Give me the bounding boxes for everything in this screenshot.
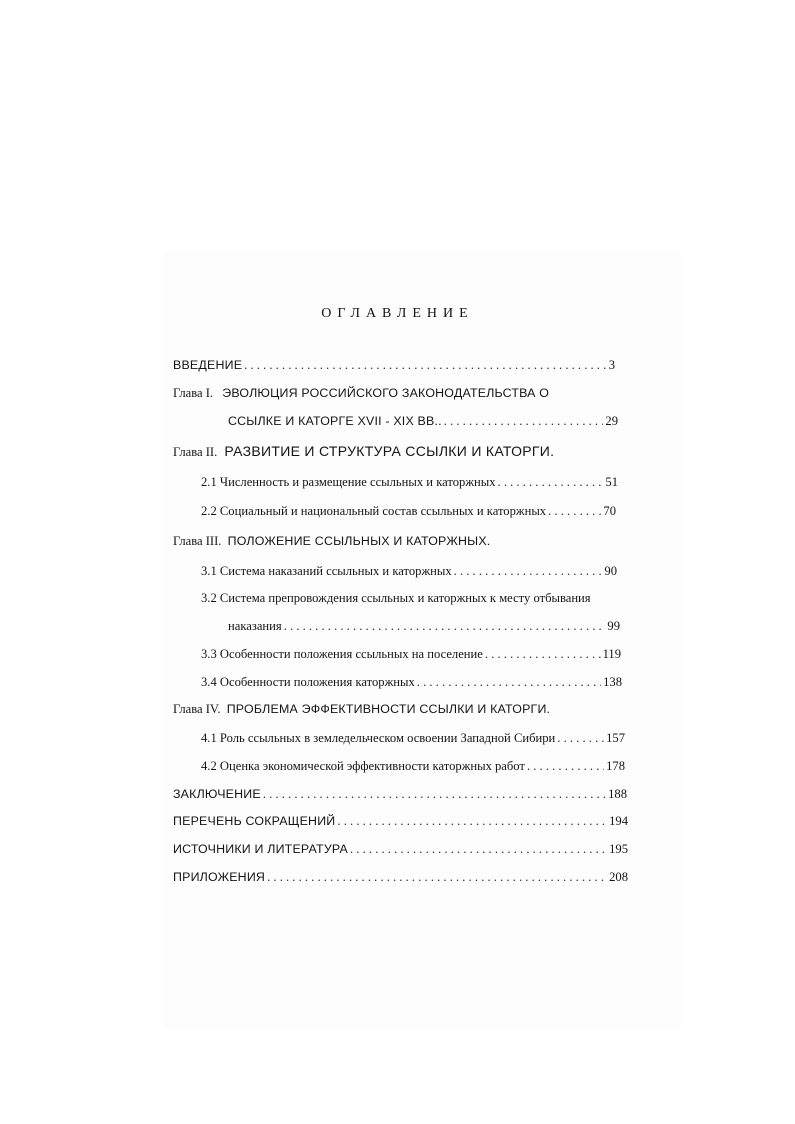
toc-entry-intro[interactable] (173, 356, 615, 374)
toc-entry-label: 3.4 Особенности положения каторжных (201, 675, 415, 689)
chapter-title: ПРОБЛЕМА ЭФФЕКТИВНОСТИ ССЫЛКИ И КАТОРГИ. (226, 702, 551, 716)
leader-dots (485, 645, 601, 663)
toc-entry-4-2[interactable] (201, 757, 625, 775)
toc-entry-page: 3 (608, 358, 615, 372)
leader-dots (417, 673, 601, 691)
toc-entry-label: 2.1 Численность и размещение ссыльных и каторжных (201, 475, 496, 489)
chapter-prefix: Глава II. (173, 445, 218, 459)
chapter-title-cont: ССЫЛКЕ И КАТОРГЕ XVII - XIX ВВ.. (228, 414, 442, 428)
chapter-title: ЭВОЛЮЦИЯ РОССИЙСКОГО ЗАКОНОДАТЕЛЬСТВА О (222, 386, 550, 400)
leader-dots (284, 617, 606, 635)
toc-entry-page: 195 (609, 842, 628, 856)
chapter-prefix: Глава IV. (173, 702, 221, 716)
toc-entry-page: 188 (608, 787, 627, 801)
toc-entry-page: 51 (605, 475, 618, 489)
toc-entry-page: 90 (604, 564, 617, 578)
chapter-title: РАЗВИТИЕ И СТРУКТУРА ССЫЛКИ И КАТОРГИ. (224, 443, 555, 459)
toc-entry-3-2[interactable] (201, 589, 591, 607)
leader-dots (263, 785, 606, 803)
toc-entry-label: 3.2 Система препровождения ссыльных и каторжных к месту отбывания (201, 591, 591, 605)
toc-entry-3-2-cont[interactable] (228, 617, 620, 635)
toc-entry-2-2[interactable] (201, 502, 616, 520)
toc-entry-sources[interactable] (173, 840, 628, 858)
toc-entry-page: 29 (605, 414, 618, 428)
toc-entry-appendices[interactable] (173, 868, 628, 886)
toc-entry-page: 208 (609, 870, 628, 884)
leader-dots (548, 502, 601, 520)
chapter-4-heading[interactable] (173, 700, 550, 718)
leader-dots (557, 729, 604, 747)
toc-entry-label: 4.1 Роль ссыльных в земледельческом освоении Западной Сибири (201, 731, 556, 745)
toc-entry-abbreviations[interactable] (173, 812, 628, 830)
toc-entry-page: 157 (606, 731, 625, 745)
toc-entry-label: ПРИЛОЖЕНИЯ (173, 870, 266, 884)
chapter-3-heading[interactable] (173, 532, 490, 550)
toc-entry-page: 119 (602, 647, 621, 661)
leader-dots (350, 840, 607, 858)
toc-entry-page: 178 (606, 759, 625, 773)
toc-entry-conclusion[interactable] (173, 785, 627, 803)
leader-dots (498, 473, 604, 491)
toc-entry-label-cont: наказания (228, 619, 282, 633)
toc-entry-label: ПЕРЕЧЕНЬ СОКРАЩЕНИЙ (173, 814, 336, 828)
toc-entry-label: 2.2 Социальный и национальный состав ссыльных и каторжных (201, 504, 547, 518)
toc-entry-label: ИСТОЧНИКИ И ЛИТЕРАТУРА (173, 842, 348, 856)
toc-entry-3-1[interactable] (201, 562, 617, 580)
leader-dots (267, 868, 607, 886)
chapter-2-heading[interactable] (173, 442, 554, 461)
leader-dots (527, 757, 604, 775)
chapter-prefix: Глава III. (173, 534, 222, 548)
leader-dots (444, 412, 604, 430)
toc-entry-2-1[interactable] (201, 473, 618, 491)
chapter-title: ПОЛОЖЕНИЕ ССЫЛЬНЫХ И КАТОРЖНЫХ. (227, 534, 491, 548)
toc-entry-page: 194 (609, 814, 628, 828)
toc-entry-label: 3.3 Особенности положения ссыльных на поселение (201, 647, 483, 661)
toc-entry-page: 70 (603, 504, 616, 518)
chapter-1-heading-cont[interactable] (228, 412, 618, 430)
leader-dots (454, 562, 603, 580)
toc-entry-3-3[interactable] (201, 645, 621, 663)
toc-entry-label: 3.1 Система наказаний ссыльных и каторжных (201, 564, 452, 578)
chapter-1-heading[interactable] (173, 384, 549, 402)
page-title: ОГЛАВЛЕНИЕ (321, 306, 474, 321)
toc-entry-4-1[interactable] (201, 729, 625, 747)
toc-entry-label: ЗАКЛЮЧЕНИЕ (173, 787, 261, 801)
toc-entry-label: 4.2 Оценка экономической эффективности каторжных работ (201, 759, 525, 773)
toc-entry-label: ВВЕДЕНИЕ (173, 358, 243, 372)
leader-dots (337, 812, 607, 830)
toc-entry-3-4[interactable] (201, 673, 622, 691)
toc-entry-page: 138 (603, 675, 622, 689)
leader-dots (244, 356, 607, 374)
chapter-prefix: Глава I. (173, 386, 214, 400)
toc-entry-page: 99 (607, 619, 620, 633)
